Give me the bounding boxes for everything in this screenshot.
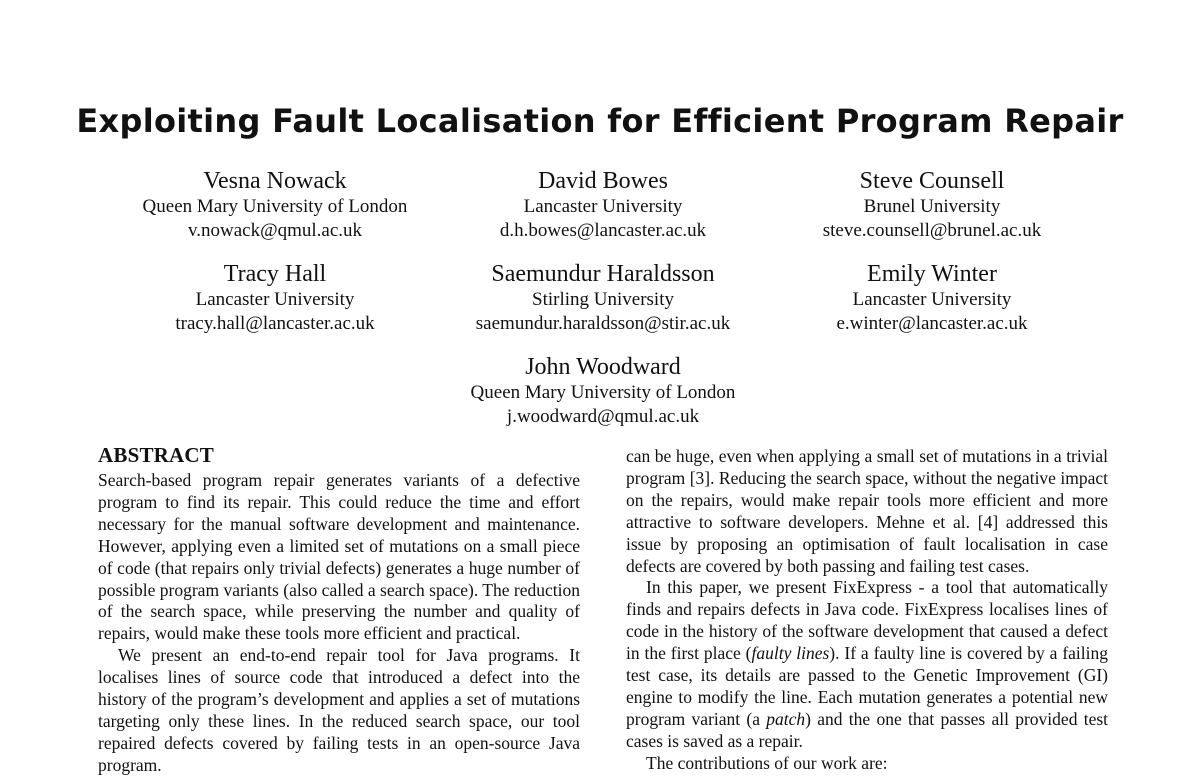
author-email: d.h.bowes@lancaster.ac.uk xyxy=(499,220,707,241)
author-email: saemundur.haraldsson@stir.ac.uk xyxy=(475,313,731,334)
author-email: j.woodward@qmul.ac.uk xyxy=(506,406,700,427)
emphasis-text: patch xyxy=(766,708,806,729)
author-block xyxy=(85,167,465,243)
paper-title: Exploiting Fault Localisation for Efficient Program Repair xyxy=(76,102,1124,140)
author-name: Tracy Hall xyxy=(223,261,327,287)
body-text: ) and the one that passes all provided test cases is saved as a repair. xyxy=(626,708,1109,751)
abstract-paragraph: Search-based program repair generates variants of a defective program to find its repair. This could reduce the time and effort necessary for the manual software development and maintenance. However, applying even a limited set of mutations on a small piece of code (that repairs only trivial defects) generates a huge number of possible program variants (also called a search space). The reduction of the search space, while preserving the number and quality of repairs, would make these tools more efficient and practical. xyxy=(98,470,580,644)
emphasis-text: faulty lines xyxy=(751,643,830,664)
author-block xyxy=(742,167,1122,243)
author-block xyxy=(413,167,793,243)
author-name: David Bowes xyxy=(538,168,668,194)
author-block xyxy=(413,260,793,336)
body-paragraph: can be huge, even when applying a small set of mutations in a trivial program [3]. Reducing the search space, without the negative impact on the repairs, would make repair tools more efficient and more attractive to software developers. Mehne et al. [4] addressed this issue by proposing an optimisation of fault localisation in case defects are covered by both passing and failing test cases. xyxy=(626,446,1108,576)
abstract-heading: ABSTRACT xyxy=(98,443,214,467)
author-affiliation: Brunel University xyxy=(863,196,1001,217)
author-affiliation: Queen Mary University of London xyxy=(470,382,736,403)
author-affiliation: Lancaster University xyxy=(195,289,355,310)
author-block xyxy=(413,353,793,429)
body-text: In this paper, we present FixExpress - a tool that automatically finds and repairs defects in Java code. FixExpress localises lines of code in the history of the software development that caused a defect in the first place ( xyxy=(626,577,1108,664)
author-name: John Woodward xyxy=(525,354,681,380)
right-column xyxy=(626,446,1108,775)
author-affiliation: Queen Mary University of London xyxy=(142,196,408,217)
body-paragraph: The contributions of our work are: xyxy=(646,752,888,773)
author-name: Emily Winter xyxy=(867,261,997,287)
author-block xyxy=(742,260,1122,336)
author-block xyxy=(85,260,465,336)
author-email: steve.counsell@brunel.ac.uk xyxy=(822,220,1042,241)
author-affiliation: Stirling University xyxy=(532,289,674,310)
author-name: Steve Counsell xyxy=(859,168,1005,194)
abstract-paragraph: We present an end-to-end repair tool for Java programs. It localises lines of source code that introduced a defect into the history of the program’s development and applies a set of mutations targeting only these lines. In the reduced search space, our tool repaired defects covered by failing tests in an open-source Java program. xyxy=(98,645,580,775)
author-name: Vesna Nowack xyxy=(203,168,347,194)
author-email: v.nowack@qmul.ac.uk xyxy=(187,220,363,241)
author-name: Saemundur Haraldsson xyxy=(491,261,715,287)
author-email: e.winter@lancaster.ac.uk xyxy=(836,313,1028,334)
author-affiliation: Lancaster University xyxy=(523,196,683,217)
body-text: ). If a faulty line is covered by a failing test case, its details are passed to the Genetic Improvement (GI) engine to modify the line. Each mutation generates a potential new program variant (a xyxy=(626,643,1108,729)
author-affiliation: Lancaster University xyxy=(852,289,1012,310)
author-email: tracy.hall@lancaster.ac.uk xyxy=(175,313,375,334)
body-paragraph xyxy=(626,577,1108,752)
left-column xyxy=(98,442,580,777)
